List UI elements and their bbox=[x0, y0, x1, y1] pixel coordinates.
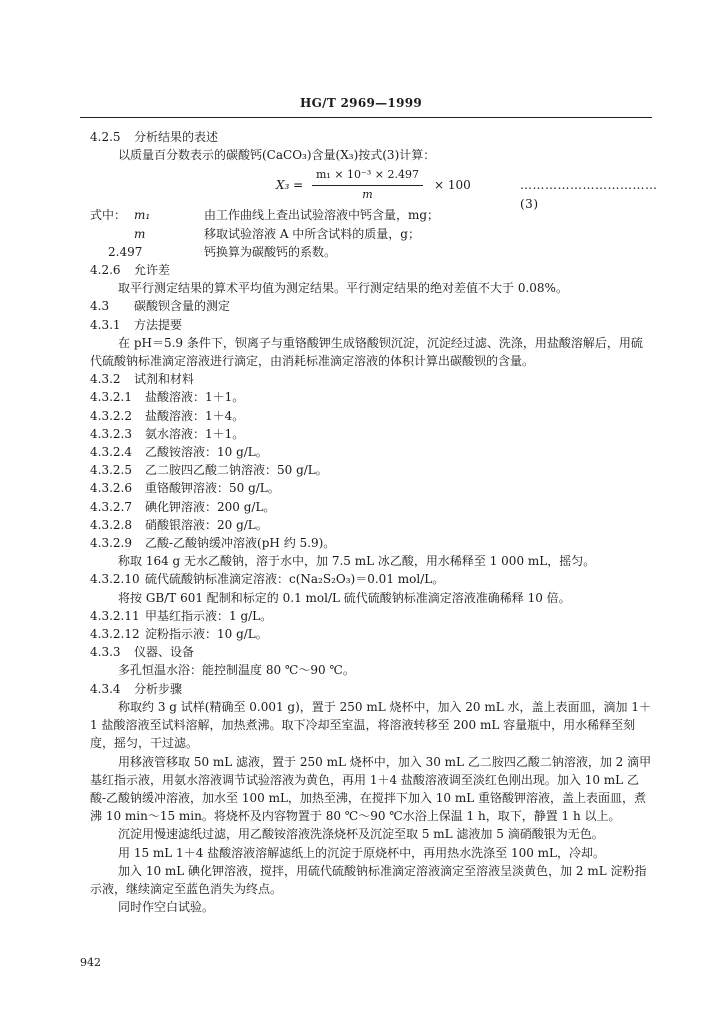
section-title: 试剂和材料 bbox=[134, 372, 195, 387]
section-title: 碳酸钡含量的测定 bbox=[134, 299, 231, 314]
item-text: 硝酸银溶液：20 g/L。 bbox=[145, 517, 268, 532]
list-item bbox=[90, 607, 652, 625]
item-number: 4.3.2.3 bbox=[90, 426, 132, 441]
item-number: 4.3.2.1 bbox=[90, 390, 132, 405]
equation-number: ……………………………(3) bbox=[520, 178, 658, 211]
document-body bbox=[90, 128, 658, 916]
section-number: 4.2.5 bbox=[90, 130, 121, 144]
section-heading-4-2-5 bbox=[90, 128, 652, 146]
variable-definition bbox=[90, 243, 652, 261]
item-number: 4.3.2.5 bbox=[90, 463, 132, 478]
paragraph: 取平行测定结果的算术平均值为测定结果。平行测定结果的绝对差值不大于 0.08%。 bbox=[118, 281, 568, 296]
item-text: 硫代硫酸钠标准滴定溶液：c(Na₂S₂O₃)＝0.01 mol/L。 bbox=[145, 572, 445, 587]
list-item bbox=[90, 498, 652, 516]
variable-description: 由工作曲线上查出试验溶液中钙含量，mg； bbox=[204, 208, 440, 223]
section-number: 4.3.4 bbox=[90, 681, 121, 696]
item-number: 4.3.2.6 bbox=[90, 481, 132, 496]
list-item bbox=[90, 388, 652, 406]
item-text: 盐酸溶液：1＋4。 bbox=[145, 408, 245, 423]
item-detail: 称取 164 g 无水乙酸钠，溶于水中，加 7.5 mL 冰乙酸，用水稀释至 1 000 mL，摇匀。 bbox=[118, 554, 596, 569]
list-item bbox=[90, 461, 652, 479]
section-title: 方法提要 bbox=[134, 317, 183, 332]
list-item bbox=[90, 570, 652, 588]
paragraph: 沉淀用慢速滤纸过滤，用乙酸铵溶液洗涤烧杯及沉淀至取 5 mL 滤液加 5 滴硝酸银为无色。 bbox=[118, 827, 604, 842]
paragraph: 用移液管移取 50 mL 滤液，置于 250 mL 烧杯中，加入 30 mL 乙二胺四乙酸二钠溶液，加 2 滴甲基红指示液，用氨水溶液调节试验溶液为黄色，再用 1＋4 盐酸溶液调至淡红色刚出现。加入 10 mL 乙酸-乙酸钠缓冲溶液，加水至 100 mL，加热至沸，在搅拌下加入 10 mL 重铬酸钾溶液，盖上表面皿，煮沸 10 min～15 min。将烧杯及内容物置于 80 ℃～90 ℃水浴上保温 1 h，取下，静置 1 h 以上。 bbox=[90, 754, 652, 824]
list-item bbox=[90, 516, 652, 534]
item-text: 盐酸溶液：1＋1。 bbox=[145, 390, 245, 405]
paragraph: 在 pH＝5.9 条件下，钡离子与重铬酸钾生成铬酸钡沉淀，沉淀经过滤、洗涤，用盐酸溶解后，用硫代硫酸钠标准滴定溶液进行滴定，由消耗标准滴定溶液的体积计算出碳酸钡的含量。 bbox=[90, 335, 643, 369]
item-text: 淀粉指示液：10 g/L。 bbox=[145, 627, 268, 642]
section-title: 分析结果的表述 bbox=[134, 130, 219, 144]
variable-symbol: 2.497 bbox=[108, 244, 143, 259]
formula-fraction bbox=[312, 166, 423, 203]
section-title: 分析步骤 bbox=[134, 681, 183, 696]
section-heading-4-3-2 bbox=[90, 370, 652, 388]
standard-code-header: HG/T 2969—1999 bbox=[299, 96, 423, 110]
section-number: 4.3.2 bbox=[90, 372, 121, 387]
list-item bbox=[90, 407, 652, 425]
list-item bbox=[90, 425, 652, 443]
paragraph: 称取约 3 g 试样(精确至 0.001 g)，置于 250 mL 烧杯中，加入 20 mL 水，盖上表面皿，滴加 1＋1 盐酸溶液至试料溶解，加热煮沸。取下冷却至室温，将溶液转移至 200 mL 容量瓶中，用水稀释至刻度，摇匀，干过滤。 bbox=[90, 699, 651, 751]
item-text: 乙酸铵溶液：10 g/L。 bbox=[145, 445, 268, 460]
list-item bbox=[90, 625, 652, 643]
section-heading-4-3-3 bbox=[90, 643, 652, 661]
page-number: 942 bbox=[80, 956, 101, 969]
where-lead: 式中： bbox=[90, 208, 127, 223]
variable-symbol: m bbox=[134, 226, 146, 241]
variable-symbol: m₁ bbox=[134, 208, 151, 223]
paragraph: 用 15 mL 1＋4 盐酸溶液溶解滤纸上的沉淀于原烧杯中，再用热水洗涤至 100 mL，冷却。 bbox=[118, 845, 606, 860]
formula-lhs: X₃ = bbox=[276, 178, 304, 193]
item-number: 4.3.2.12 bbox=[90, 627, 140, 642]
section-number: 4.3 bbox=[90, 299, 110, 314]
paragraph: 多孔恒温水浴：能控制温度 80 ℃～90 ℃。 bbox=[118, 663, 355, 678]
section-heading-4-3-4 bbox=[90, 680, 652, 698]
paragraph: 加入 10 mL 碘化钾溶液，搅拌，用硫代硫酸钠标准滴定溶液滴定至溶液呈淡黄色，加 2 mL 淀粉指示液，继续滴定至蓝色消失为终点。 bbox=[90, 863, 647, 896]
list-item bbox=[90, 479, 652, 497]
item-number: 4.3.2.11 bbox=[90, 608, 140, 623]
item-number: 4.3.2.9 bbox=[90, 536, 132, 551]
list-item bbox=[90, 534, 652, 552]
item-text: 乙二胺四乙酸二钠溶液：50 g/L。 bbox=[145, 463, 328, 478]
item-text: 重铬酸钾溶液：50 g/L。 bbox=[145, 481, 280, 496]
formula-tail: × 100 bbox=[434, 178, 471, 193]
header-rule bbox=[80, 117, 652, 118]
section-heading-4-3-1 bbox=[90, 316, 652, 334]
section-number: 4.2.6 bbox=[90, 263, 121, 278]
section-heading-4-3 bbox=[90, 297, 652, 315]
section-number: 4.3.3 bbox=[90, 645, 121, 660]
variable-description: 移取试验溶液 A 中所含试料的质量，g； bbox=[204, 226, 420, 241]
variable-definition bbox=[90, 225, 652, 243]
variable-description: 钙换算为碳酸钙的系数。 bbox=[204, 244, 337, 259]
item-number: 4.3.2.8 bbox=[90, 517, 132, 532]
formula-3 bbox=[90, 166, 658, 211]
item-text: 甲基红指示液：1 g/L。 bbox=[145, 608, 273, 623]
section-title: 仪器、设备 bbox=[134, 645, 195, 660]
section-heading-4-2-6 bbox=[90, 261, 652, 279]
item-number: 4.3.2.10 bbox=[90, 572, 140, 587]
item-number: 4.3.2.4 bbox=[90, 445, 132, 460]
item-number: 4.3.2.2 bbox=[90, 408, 132, 423]
paragraph: 同时作空白试验。 bbox=[118, 900, 215, 915]
section-title: 允许差 bbox=[134, 263, 171, 278]
formula-intro: 以质量百分数表示的碳酸钙(CaCO₃)含量(X₃)按式(3)计算： bbox=[118, 148, 436, 163]
section-number: 4.3.1 bbox=[90, 317, 121, 332]
item-number: 4.3.2.7 bbox=[90, 499, 132, 514]
item-detail: 将按 GB/T 601 配制和标定的 0.1 mol/L 硫代硫酸钠标准滴定溶液准确稀释 10 倍。 bbox=[118, 590, 571, 605]
item-text: 氨水溶液：1＋1。 bbox=[145, 426, 245, 441]
list-item bbox=[90, 443, 652, 461]
formula-numerator: m₁ × 10⁻³ × 2.497 bbox=[312, 166, 423, 185]
item-text: 乙酸-乙酸钠缓冲溶液(pH 约 5.9)。 bbox=[145, 536, 336, 551]
formula-denominator: m bbox=[362, 187, 373, 201]
item-text: 碘化钾溶液：200 g/L。 bbox=[145, 499, 276, 514]
